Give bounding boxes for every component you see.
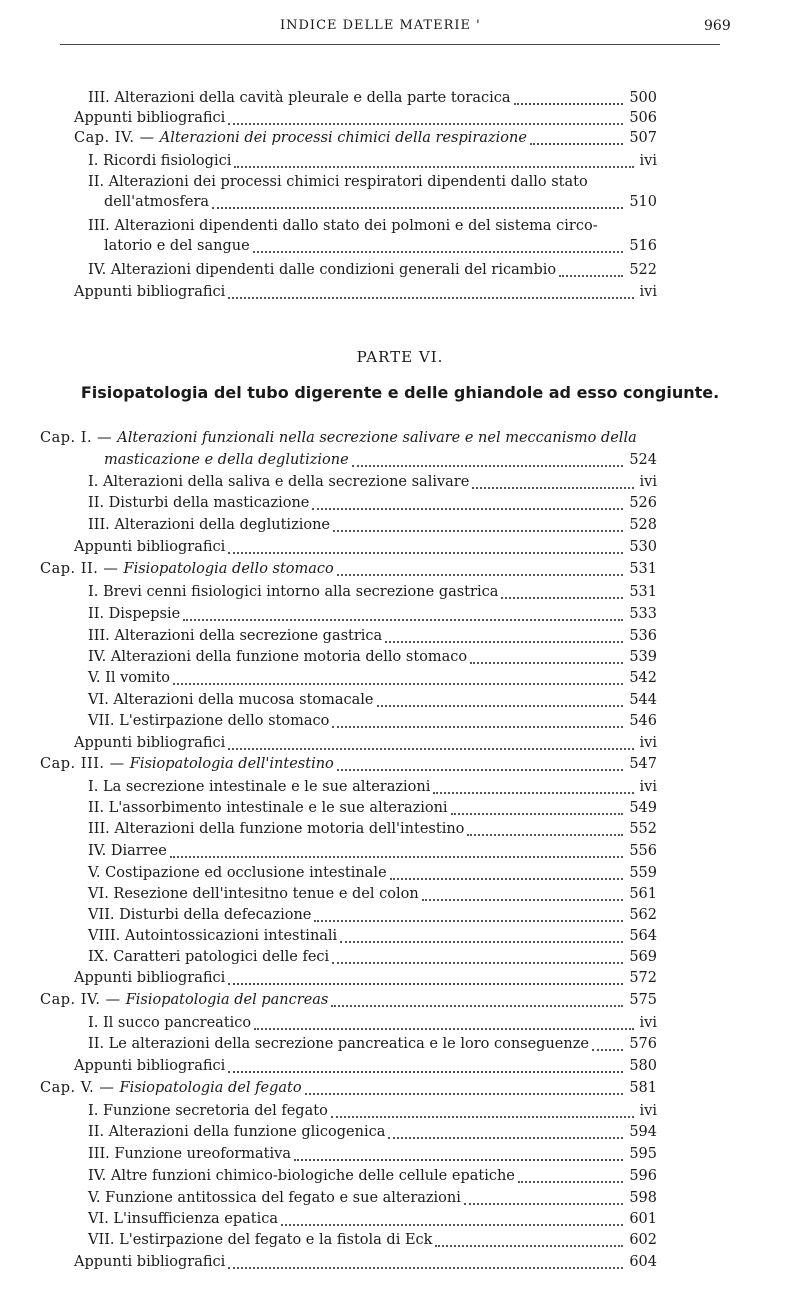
toc-entry — [0, 735, 800, 755]
toc-page-number: 522 — [629, 262, 657, 278]
chapter-prefix: Cap. IV. — — [74, 130, 160, 146]
toc-entry — [0, 628, 800, 648]
toc-page-number: ivi — [639, 779, 657, 795]
dot-leader — [294, 1159, 623, 1161]
toc-page-number: 556 — [629, 843, 657, 859]
toc-entry-label: VII. Disturbi della defecazione — [88, 907, 314, 923]
toc-entry-label — [40, 1080, 305, 1096]
dot-leader — [234, 166, 634, 168]
toc-entry-label: III. Alterazioni dipendenti dallo stato dei polmoni e del sistema circo- — [88, 218, 601, 234]
toc-entry-label: dell'atmosfera — [104, 194, 212, 210]
toc-page-number: 562 — [629, 907, 657, 923]
toc-page-number: 575 — [629, 992, 657, 1008]
toc-page-number: 533 — [629, 606, 657, 622]
toc-entry-label: IV. Alterazioni dipendenti dalle condizioni generali del ricambio — [88, 262, 559, 278]
dot-leader — [228, 983, 623, 985]
toc-entry — [0, 692, 800, 712]
dot-leader — [340, 941, 623, 943]
toc-page-number: 552 — [629, 821, 657, 837]
toc-page-number: 536 — [629, 628, 657, 644]
toc-entry — [0, 474, 800, 494]
toc-entry — [0, 1232, 800, 1252]
dot-leader — [435, 1245, 623, 1247]
toc-entry-label: V. Il vomito — [88, 670, 173, 686]
toc-page-number: 530 — [629, 539, 657, 555]
toc-page-number: 539 — [629, 649, 657, 665]
toc-entry-label: VI. L'insufficienza epatica — [88, 1211, 281, 1227]
toc-entry-label: Appunti bibliografici — [74, 110, 228, 126]
toc-entry — [0, 130, 800, 150]
toc-entry — [0, 238, 800, 258]
toc-entry-label: Appunti bibliografici — [74, 970, 228, 986]
toc-entry — [0, 1211, 800, 1231]
dot-leader — [254, 1028, 634, 1030]
dot-leader — [228, 748, 634, 750]
toc-entry-label: IV. Altre funzioni chimico-biologiche delle cellule epatiche — [88, 1168, 518, 1184]
toc-page-number: 576 — [629, 1036, 657, 1052]
toc-entry-label: V. Costipazione ed occlusione intestinale — [88, 865, 390, 881]
toc-page-number: 546 — [629, 713, 657, 729]
toc-entry — [0, 262, 800, 282]
chapter-prefix: Cap. I. — — [40, 430, 118, 446]
dot-leader — [331, 1005, 623, 1007]
toc-page-number: 595 — [629, 1146, 657, 1162]
header-rule — [60, 44, 720, 45]
dot-leader — [333, 530, 623, 532]
dot-leader — [390, 878, 623, 880]
toc-entry — [0, 495, 800, 515]
toc-entry — [0, 110, 800, 130]
dot-leader — [173, 683, 623, 685]
toc-page-number: 572 — [629, 970, 657, 986]
toc-entry-label: I. Il succo pancreatico — [88, 1015, 254, 1031]
toc-page-number: 598 — [629, 1190, 657, 1206]
toc-entry — [0, 649, 800, 669]
dot-leader — [385, 641, 623, 643]
toc-page-number: 507 — [629, 130, 657, 146]
chapter-title: Alterazioni funzionali nella secrezione salivare e nel meccanismo della — [117, 430, 637, 446]
toc-entry-label: II. Dispepsie — [88, 606, 183, 622]
toc-entry-label: IV. Alterazioni della funzione motoria dello stomaco — [88, 649, 470, 665]
running-title: INDICE DELLE MATERIE ' — [280, 18, 481, 33]
dot-leader — [305, 1093, 623, 1095]
toc-page-number: 531 — [629, 584, 657, 600]
chapter-prefix: Cap. V. — — [40, 1080, 120, 1096]
chapter-title: Alterazioni dei processi chimici della respirazione — [159, 130, 527, 146]
toc-entry — [0, 928, 800, 948]
toc-entry-label: Appunti bibliografici — [74, 284, 228, 300]
toc-entry — [0, 865, 800, 885]
dot-leader — [228, 552, 623, 554]
toc-entry — [0, 1015, 800, 1035]
toc-entry — [0, 756, 800, 776]
toc-page-number: 581 — [629, 1080, 657, 1096]
toc-entry — [0, 1080, 800, 1100]
toc-entry-label — [40, 561, 337, 577]
toc-entry-label: VIII. Autointossicazioni intestinali — [88, 928, 340, 944]
dot-leader — [467, 834, 623, 836]
dot-leader — [388, 1137, 623, 1139]
toc-page-number: 524 — [629, 452, 657, 468]
chapter-title: Fisiopatologia dell'intestino — [129, 756, 334, 772]
toc-entry-label — [104, 452, 352, 468]
toc-page-number: ivi — [639, 735, 657, 751]
toc-page-number: 544 — [629, 692, 657, 708]
dot-leader — [377, 705, 623, 707]
dot-leader — [530, 143, 623, 145]
toc-entry — [0, 539, 800, 559]
chapter-title-continued: masticazione e della deglutizione — [104, 452, 349, 468]
toc-page-number: ivi — [639, 1103, 657, 1119]
dot-leader — [212, 207, 623, 209]
toc-page-number: 547 — [629, 756, 657, 772]
toc-page-number: ivi — [639, 1015, 657, 1031]
dot-leader — [422, 899, 623, 901]
dot-leader — [228, 1267, 623, 1269]
toc-entry — [0, 452, 800, 472]
toc-entry-label: Appunti bibliografici — [74, 1254, 228, 1270]
dot-leader — [518, 1181, 623, 1183]
dot-leader — [332, 726, 623, 728]
toc-entry-label — [74, 130, 530, 146]
toc-entry — [0, 1103, 800, 1123]
toc-entry-label: I. Brevi cenni fisiologici intorno alla secrezione gastrica — [88, 584, 501, 600]
toc-entry-label — [40, 756, 337, 772]
toc-entry — [0, 174, 800, 194]
page-header — [0, 18, 800, 42]
toc-entry-label: III. Alterazioni della deglutizione — [88, 517, 333, 533]
toc-entry-label: I. La secrezione intestinale e le sue alterazioni — [88, 779, 433, 795]
toc-entry — [0, 886, 800, 906]
chapter-title: Fisiopatologia dello stomaco — [123, 561, 334, 577]
toc-entry — [0, 821, 800, 841]
dot-leader — [592, 1049, 623, 1051]
toc-entry — [0, 843, 800, 863]
toc-entry-label: I. Funzione secretoria del fegato — [88, 1103, 331, 1119]
dot-leader — [331, 1116, 634, 1118]
toc-entry — [0, 430, 800, 450]
toc-page-number: ivi — [639, 153, 657, 169]
toc-page-number: 528 — [629, 517, 657, 533]
toc-page-number: 596 — [629, 1168, 657, 1184]
toc-entry-label: VI. Alterazioni della mucosa stomacale — [88, 692, 377, 708]
chapter-title: Fisiopatologia del pancreas — [125, 992, 329, 1008]
toc-page-number: 506 — [629, 110, 657, 126]
toc-entry-label: II. Alterazioni della funzione glicogenica — [88, 1124, 388, 1140]
toc-entry-label: VII. L'estirpazione del fegato e la fistola di Eck — [88, 1232, 435, 1248]
toc-page-number: 601 — [629, 1211, 657, 1227]
toc-entry — [0, 1146, 800, 1166]
toc-entry-label: Appunti bibliografici — [74, 735, 228, 751]
dot-leader — [337, 574, 623, 576]
toc-entry — [0, 584, 800, 604]
toc-entry-label: III. Alterazioni della cavità pleurale e della parte toracica — [88, 90, 514, 106]
toc-entry-label: latorio e del sangue — [104, 238, 253, 254]
toc-entry-label: I. Alterazioni della saliva e della secrezione salivare — [88, 474, 472, 490]
toc-entry-label: Appunti bibliografici — [74, 539, 228, 555]
toc-entry — [0, 970, 800, 990]
page-number: 969 — [704, 18, 731, 34]
dot-leader — [228, 297, 634, 299]
dot-leader — [312, 508, 623, 510]
toc-page-number: 500 — [629, 90, 657, 106]
toc-page-number: ivi — [639, 474, 657, 490]
dot-leader — [514, 103, 623, 105]
toc-entry-label: III. Funzione ureoformativa — [88, 1146, 294, 1162]
toc-entry — [0, 992, 800, 1012]
toc-page-number: 549 — [629, 800, 657, 816]
toc-entry-label: VII. L'estirpazione dello stomaco — [88, 713, 332, 729]
toc-entry — [0, 606, 800, 626]
toc-entry — [0, 1124, 800, 1144]
toc-entry — [0, 800, 800, 820]
toc-page-number: ivi — [639, 284, 657, 300]
toc-page-number: 559 — [629, 865, 657, 881]
dot-leader — [352, 465, 623, 467]
toc-entry-label — [40, 992, 331, 1008]
toc-entry-label: Appunti bibliografici — [74, 1058, 228, 1074]
chapter-prefix: Cap. II. — — [40, 561, 124, 577]
dot-leader — [228, 1071, 623, 1073]
toc-entry — [0, 949, 800, 969]
toc-entry — [0, 1058, 800, 1078]
toc-page-number: 542 — [629, 670, 657, 686]
toc-entry — [0, 517, 800, 537]
toc-entry-label: III. Alterazioni della funzione motoria dell'intestino — [88, 821, 467, 837]
toc-page-number: 594 — [629, 1124, 657, 1140]
toc-page-number: 516 — [629, 238, 657, 254]
dot-leader — [433, 792, 634, 794]
toc-entry-label: IV. Diarree — [88, 843, 170, 859]
dot-leader — [501, 597, 623, 599]
toc-entry-label: II. Alterazioni dei processi chimici respiratori dipendenti dallo stato — [88, 174, 591, 190]
toc-entry — [0, 779, 800, 799]
toc-entry — [0, 153, 800, 173]
toc-entry-label: V. Funzione antitossica del fegato e sue alterazioni — [88, 1190, 464, 1206]
toc-entry-label: VI. Resezione dell'intesitno tenue e del colon — [88, 886, 422, 902]
toc-entry — [0, 907, 800, 927]
dot-leader — [337, 769, 623, 771]
dot-leader — [470, 662, 623, 664]
toc-entry — [0, 218, 800, 238]
dot-leader — [332, 962, 623, 964]
toc-page-number: 569 — [629, 949, 657, 965]
toc-entry — [0, 1168, 800, 1188]
dot-leader — [472, 487, 634, 489]
toc-page-number: 602 — [629, 1232, 657, 1248]
dot-leader — [228, 123, 623, 125]
dot-leader — [314, 920, 623, 922]
toc-entry — [0, 1254, 800, 1274]
toc-entry-label: II. Disturbi della masticazione — [88, 495, 312, 511]
toc-entry — [0, 670, 800, 690]
toc-entry-label: IX. Caratteri patologici delle feci — [88, 949, 332, 965]
toc-entry — [0, 90, 800, 110]
part-label: PARTE VI. — [356, 348, 444, 366]
dot-leader — [170, 856, 623, 858]
toc-entry — [0, 713, 800, 733]
toc-page-number: 580 — [629, 1058, 657, 1074]
toc-page-number: 526 — [629, 495, 657, 511]
toc-page-number: 510 — [629, 194, 657, 210]
toc-entry — [0, 561, 800, 581]
toc-entry — [0, 1036, 800, 1056]
chapter-prefix: Cap. IV. — — [40, 992, 126, 1008]
dot-leader — [451, 813, 623, 815]
toc-page-number: 604 — [629, 1254, 657, 1270]
toc-page-number: 561 — [629, 886, 657, 902]
toc-entry — [0, 1190, 800, 1210]
dot-leader — [281, 1224, 623, 1226]
toc-page-number: 531 — [629, 561, 657, 577]
dot-leader — [559, 275, 623, 277]
dot-leader — [183, 619, 623, 621]
toc-entry-label: II. Le alterazioni della secrezione pancreatica e le loro conseguenze — [88, 1036, 592, 1052]
toc-entry-label: I. Ricordi fisiologici — [88, 153, 234, 169]
dot-leader — [464, 1203, 623, 1205]
toc-entry-label — [40, 430, 640, 446]
toc-entry-label: III. Alterazioni della secrezione gastrica — [88, 628, 385, 644]
toc-page-number: 564 — [629, 928, 657, 944]
dot-leader — [253, 251, 623, 253]
toc-entry — [0, 284, 800, 304]
chapter-prefix: Cap. III. — — [40, 756, 130, 772]
part-title: Fisiopatologia del tubo digerente e delle ghiandole ad esso congiunte. — [80, 383, 720, 402]
toc-entry — [0, 194, 800, 214]
chapter-title: Fisiopatologia del fegato — [119, 1080, 302, 1096]
toc-entry-label: II. L'assorbimento intestinale e le sue alterazioni — [88, 800, 451, 816]
